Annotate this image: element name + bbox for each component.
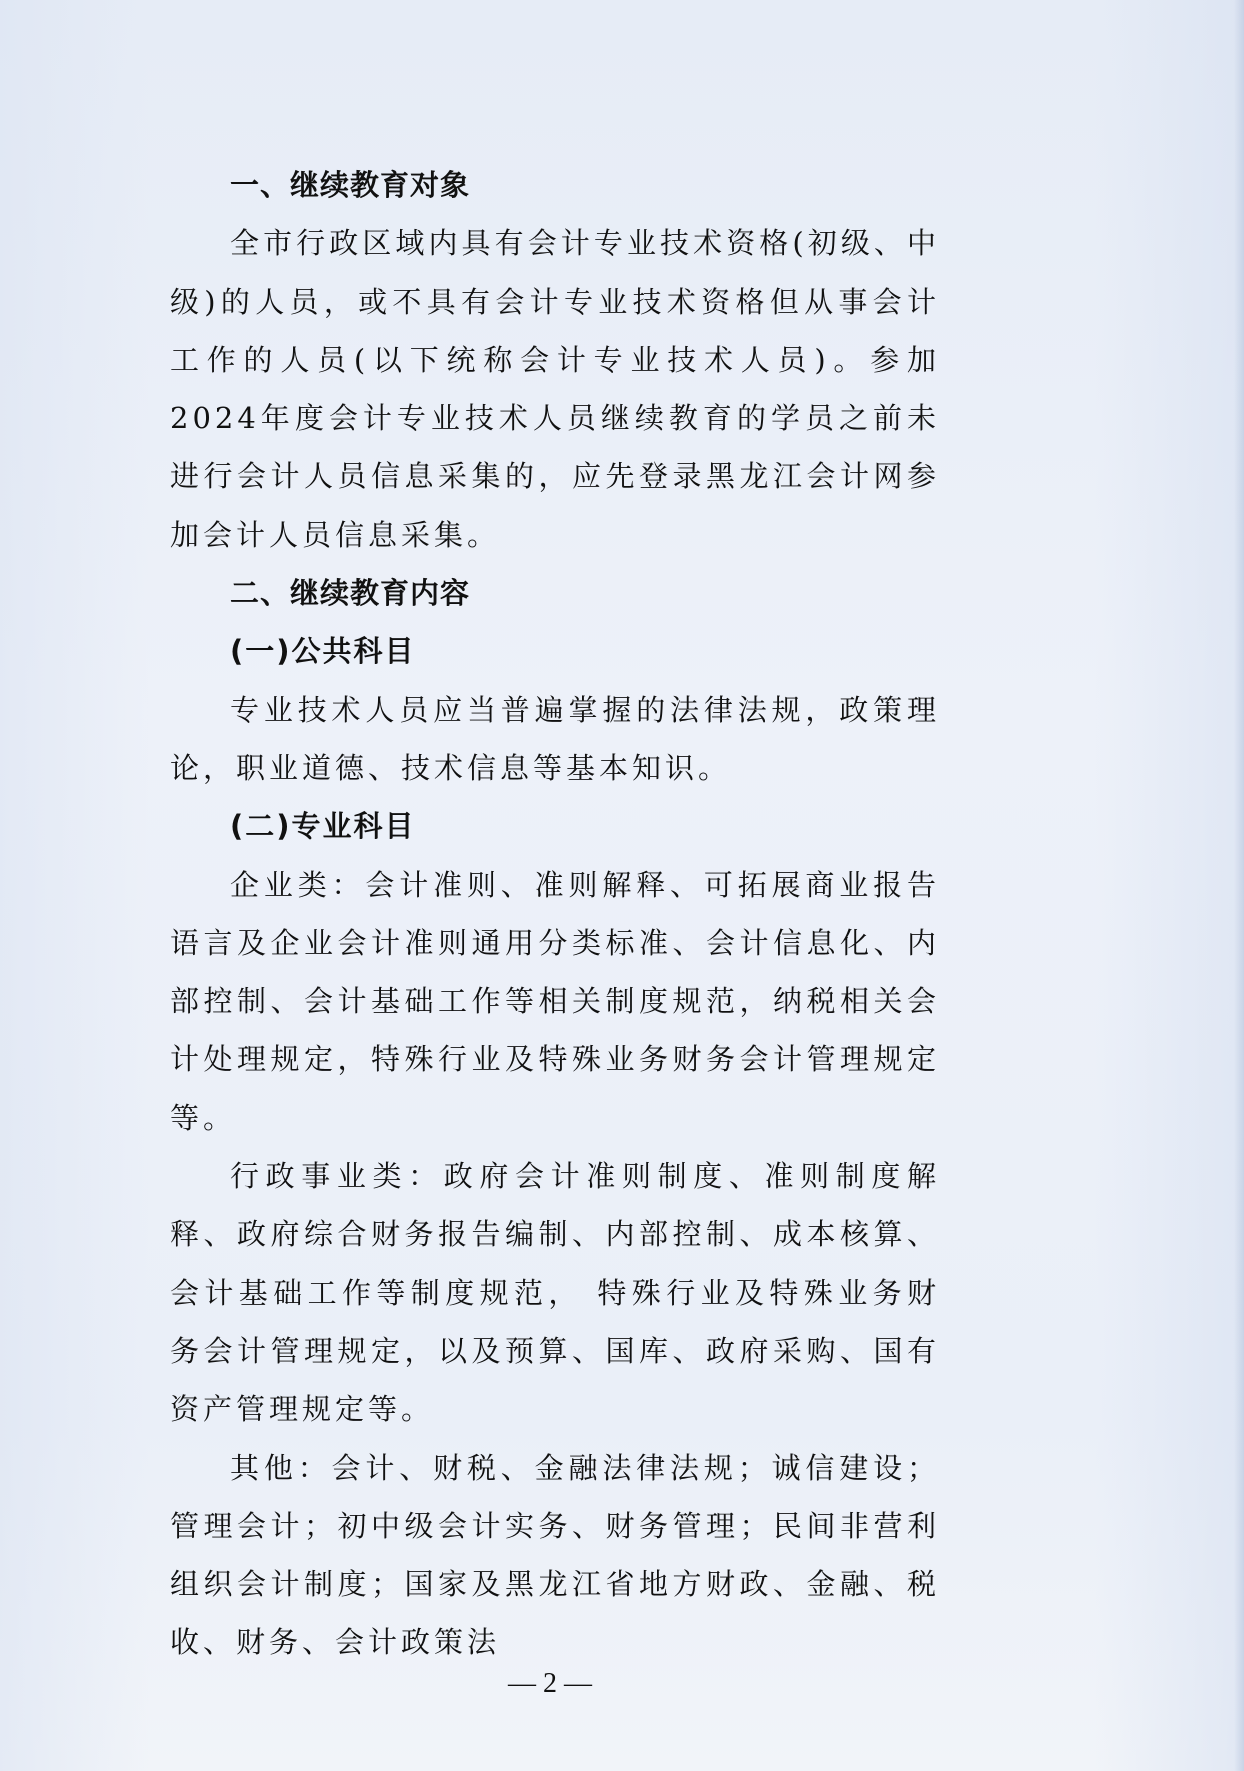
paragraph-other: 其他：会计、财税、金融法律法规；诚信建设；管理会计；初中级会计实务、财务管理；民间非营利组织会计制度；国家及黑龙江省地方财政、金融、税收、财务、会计政策法: [170, 1450, 940, 1660]
subsection-heading-public-subjects: (一)公共科目: [230, 634, 416, 669]
section-heading-targets: 一、继续教育对象: [230, 168, 471, 202]
paragraph-administrative: 行政事业类：政府会计准则制度、准则制度解释、政府综合财务报告编制、内部控制、成本核算、会计基础工作等制度规范， 特殊行业及特殊业务财务会计管理规定，以及预算、国库、政府采购、国有资产管理规定等。: [170, 1159, 940, 1427]
paragraph-public-subjects: 专业技术人员应当普遍掌握的法律法规，政策理论，职业道德、技术信息等基本知识。: [170, 692, 940, 785]
section-heading-content: 二、继续教育内容: [230, 576, 471, 611]
paragraph-enterprise: 企业类：会计准则、准则解释、可拓展商业报告语言及企业会计准则通用分类标准、会计信息化、内部控制、会计基础工作等相关制度规范，纳税相关会计处理规定，特殊行业及特殊业务财务会计管理规定等。: [170, 867, 940, 1135]
subsection-heading-professional-subjects: (二)专业科目: [230, 809, 416, 844]
paragraph-targets: 全市行政区域内具有会计专业技术资格(初级、中级)的人员，或不具有会计专业技术资格但从事会计工作的人员(以下统称会计专业技术人员)。参加2024年度会计专业技术人员继续教育的学员之前未进行会计人员信息采集的，应先登录黑龙江会计网参加会计人员信息采集。: [170, 226, 940, 552]
page-number: — 2 —: [508, 1668, 592, 1699]
document-body: [170, 156, 940, 1672]
